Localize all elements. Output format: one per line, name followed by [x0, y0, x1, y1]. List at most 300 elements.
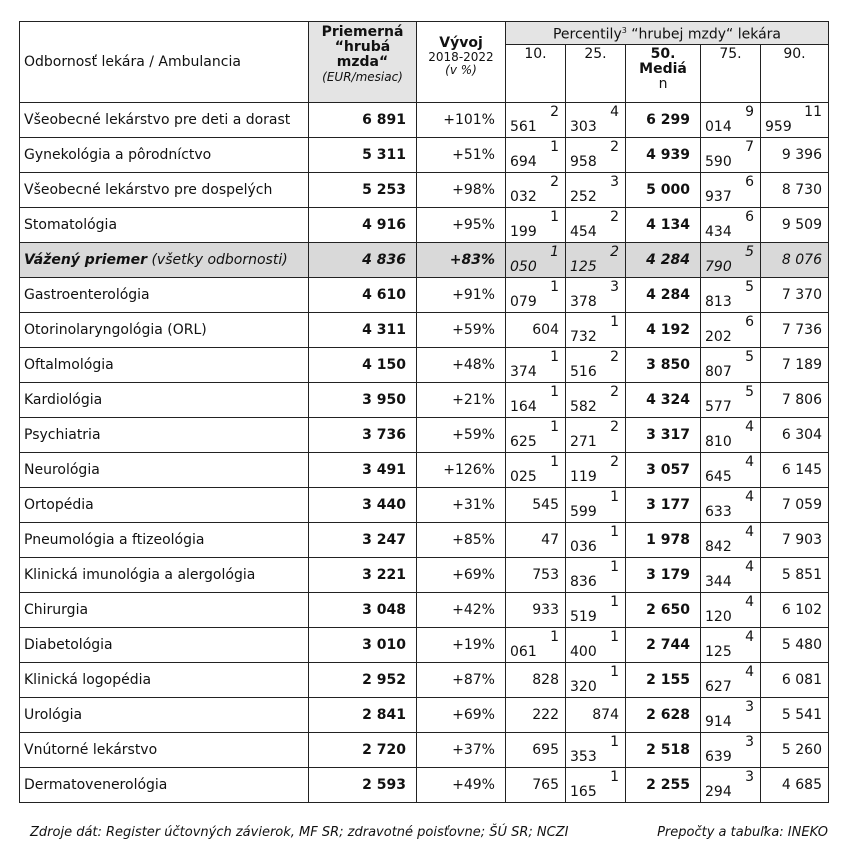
- weighted-average-row: [20, 243, 829, 278]
- value-line-2: 6 304: [781, 426, 822, 443]
- change-cell: +37%: [417, 733, 506, 768]
- table-row: [20, 558, 829, 593]
- percentile-75-cell: [701, 313, 761, 348]
- value-line-2: 6 102: [781, 601, 822, 618]
- percentile-10-cell: [506, 313, 566, 348]
- percentile-25-cell: [566, 453, 626, 488]
- value-line-2: 025: [510, 469, 537, 485]
- specialty-name: Vnútorné lekárstvo: [24, 741, 158, 758]
- specialty-cell: [20, 208, 309, 243]
- percentile-50-cell: 2 628: [626, 698, 701, 733]
- percentile-90-cell: [761, 418, 829, 453]
- value-line-2: 378: [570, 294, 597, 310]
- change-cell: +42%: [417, 593, 506, 628]
- percentile-50-cell: 2 650: [626, 593, 701, 628]
- percentile-50-cell: 2 518: [626, 733, 701, 768]
- percentile-90-cell: [761, 278, 829, 313]
- percentile-75-cell: [701, 698, 761, 733]
- change-cell: +83%: [417, 243, 506, 278]
- change-cell: +69%: [417, 698, 506, 733]
- value-line-2: 320: [570, 679, 597, 695]
- value-line-2: 434: [705, 224, 732, 240]
- percentile-90-cell: [761, 138, 829, 173]
- percentile-10-cell: [506, 663, 566, 698]
- value-line-2: 807: [705, 364, 732, 380]
- percentile-10-cell: [506, 453, 566, 488]
- header-avg-line3: mzda“: [336, 54, 389, 70]
- value-line-2: 5 260: [781, 741, 822, 758]
- percentile-90-cell: [761, 733, 829, 768]
- table-row: [20, 698, 829, 733]
- percentile-75-cell: [701, 488, 761, 523]
- percentile-75-cell: [701, 558, 761, 593]
- percentile-10-cell: [506, 278, 566, 313]
- percentile-75-cell: [701, 628, 761, 663]
- table-row: [20, 488, 829, 523]
- value-line-2: 933: [532, 601, 559, 618]
- value-line-1: 1: [550, 384, 559, 400]
- average-wage-cell: 3 440: [309, 488, 417, 523]
- percentile-50-cell: 2 744: [626, 628, 701, 663]
- change-cell: +95%: [417, 208, 506, 243]
- change-cell: +101%: [417, 103, 506, 138]
- value-line-2: 9 396: [781, 146, 822, 163]
- percentile-10-cell: [506, 733, 566, 768]
- specialty-name: Všeobecné lekárstvo pre dospelých: [24, 181, 273, 198]
- percentile-90-cell: [761, 313, 829, 348]
- specialty-name: Psychiatria: [24, 426, 101, 443]
- value-line-2: 625: [510, 434, 537, 450]
- value-line-1: 1: [610, 594, 619, 610]
- change-cell: +48%: [417, 348, 506, 383]
- value-line-2: 5 541: [781, 706, 822, 723]
- average-wage-cell: 3 736: [309, 418, 417, 453]
- footer-sources: Zdroje dát: Register účtovných závierok, MF SR; zdravotné poisťovne; ŠÚ SR; NCZI: [30, 825, 569, 840]
- average-wage-cell: 4 150: [309, 348, 417, 383]
- value-line-2: 079: [510, 294, 537, 310]
- percentile-25-cell: [566, 558, 626, 593]
- value-line-1: 2: [610, 454, 619, 470]
- specialty-name: Diabetológia: [24, 636, 113, 653]
- percentile-10-cell: [506, 558, 566, 593]
- specialty-cell: [20, 383, 309, 418]
- change-cell: +51%: [417, 138, 506, 173]
- value-line-1: 1: [550, 629, 559, 645]
- value-line-2: 125: [705, 644, 732, 660]
- percentile-50-cell: 4 192: [626, 313, 701, 348]
- average-wage-cell: 4 311: [309, 313, 417, 348]
- percentile-25-cell: [566, 173, 626, 208]
- specialty-name: Chirurgia: [24, 601, 89, 618]
- header-change-title: Vývoj: [439, 35, 483, 51]
- value-line-1: 7: [745, 139, 754, 155]
- average-wage-cell: 4 836: [309, 243, 417, 278]
- percentile-10-cell: [506, 488, 566, 523]
- change-cell: +59%: [417, 313, 506, 348]
- table-row: [20, 418, 829, 453]
- specialty-cell: [20, 278, 309, 313]
- average-wage-cell: 6 891: [309, 103, 417, 138]
- percentile-10-cell: [506, 173, 566, 208]
- value-line-2: 836: [570, 574, 597, 590]
- value-line-2: 353: [570, 749, 597, 765]
- value-line-1: 4: [745, 664, 754, 680]
- value-line-1: 4: [745, 419, 754, 435]
- value-line-2: 937: [705, 189, 732, 205]
- value-line-2: 874: [592, 706, 619, 723]
- percentile-10-cell: [506, 418, 566, 453]
- percentile-90-cell: [761, 348, 829, 383]
- change-cell: +21%: [417, 383, 506, 418]
- percentile-90-cell: [761, 768, 829, 803]
- average-wage-cell: 2 593: [309, 768, 417, 803]
- value-line-2: 7 370: [781, 286, 822, 303]
- value-line-1: 4: [610, 104, 619, 120]
- value-line-2: 790: [705, 259, 732, 275]
- specialty-name: Otorinolaryngológia (ORL): [24, 321, 207, 338]
- value-line-2: 695: [532, 741, 559, 758]
- specialty-cell: [20, 173, 309, 208]
- percentile-10-cell: [506, 138, 566, 173]
- value-line-2: 4 685: [781, 776, 822, 793]
- percentile-90-cell: [761, 173, 829, 208]
- header-average-wage: [309, 22, 417, 103]
- header-change-unit: (v %): [445, 63, 477, 77]
- table-row: [20, 173, 829, 208]
- percentile-10-cell: [506, 103, 566, 138]
- header-percentiles-footnote: 3: [621, 26, 627, 36]
- specialty-name: Neurológia: [24, 461, 100, 478]
- value-line-1: 2: [550, 174, 559, 190]
- percentile-75-cell: [701, 383, 761, 418]
- percentile-75-cell: [701, 103, 761, 138]
- value-line-2: 125: [570, 259, 597, 275]
- percentile-10-cell: [506, 698, 566, 733]
- value-line-1: 4: [745, 559, 754, 575]
- value-line-1: 3: [745, 734, 754, 750]
- value-line-1: 2: [610, 139, 619, 155]
- specialty-name: Kardiológia: [24, 391, 103, 408]
- percentile-10-cell: [506, 383, 566, 418]
- table-row: [20, 103, 829, 138]
- value-line-2: 252: [570, 189, 597, 205]
- value-line-2: 8 076: [781, 251, 822, 268]
- percentile-25-cell: [566, 523, 626, 558]
- value-line-2: 032: [510, 189, 537, 205]
- value-line-1: 6: [745, 314, 754, 330]
- percentile-10-cell: [506, 243, 566, 278]
- percentile-90-cell: [761, 628, 829, 663]
- value-line-2: 516: [570, 364, 597, 380]
- specialty-cell: [20, 733, 309, 768]
- percentile-25-cell: [566, 628, 626, 663]
- value-line-2: 202: [705, 329, 732, 345]
- value-line-1: 1: [610, 664, 619, 680]
- average-wage-cell: 5 311: [309, 138, 417, 173]
- value-line-2: 694: [510, 154, 537, 170]
- value-line-1: 1: [610, 489, 619, 505]
- value-line-2: 061: [510, 644, 537, 660]
- specialty-cell: [20, 628, 309, 663]
- value-line-1: 5: [745, 349, 754, 365]
- header-avg-line2: “hrubá: [334, 39, 391, 55]
- header-change-period: 2018-2022: [428, 50, 494, 64]
- specialty-name: Gynekológia a pôrodníctvo: [24, 146, 212, 163]
- value-line-2: 9 509: [781, 216, 822, 233]
- value-line-1: 1: [610, 559, 619, 575]
- value-line-2: 374: [510, 364, 537, 380]
- value-line-2: 165: [570, 784, 597, 800]
- value-line-1: 1: [550, 454, 559, 470]
- value-line-2: 222: [532, 706, 559, 723]
- average-wage-cell: 4 610: [309, 278, 417, 313]
- specialty-cell: [20, 558, 309, 593]
- percentile-90-cell: [761, 698, 829, 733]
- percentile-50-cell: 3 850: [626, 348, 701, 383]
- percentile-75-cell: [701, 663, 761, 698]
- percentile-25-cell: [566, 243, 626, 278]
- specialty-name: Stomatológia: [24, 216, 118, 233]
- table-row: [20, 313, 829, 348]
- specialty-cell: [20, 103, 309, 138]
- percentile-25-cell: [566, 593, 626, 628]
- specialty-cell: [20, 453, 309, 488]
- header-percentiles: [506, 22, 829, 45]
- percentile-90-cell: [761, 558, 829, 593]
- header-p50-number: 50.: [650, 46, 676, 62]
- percentile-50-cell: 3 179: [626, 558, 701, 593]
- percentile-75-cell: [701, 418, 761, 453]
- value-line-1: 4: [745, 629, 754, 645]
- value-line-1: 4: [745, 594, 754, 610]
- percentile-90-cell: [761, 663, 829, 698]
- table-row: [20, 593, 829, 628]
- average-wage-cell: 3 247: [309, 523, 417, 558]
- value-line-2: 271: [570, 434, 597, 450]
- percentile-25-cell: [566, 488, 626, 523]
- specialty-cell: [20, 243, 309, 278]
- percentile-75-cell: [701, 208, 761, 243]
- change-cell: +31%: [417, 488, 506, 523]
- value-line-2: 599: [570, 504, 597, 520]
- specialty-name: Všeobecné lekárstvo pre deti a dorast: [24, 111, 291, 128]
- percentile-90-cell: [761, 523, 829, 558]
- value-line-1: 2: [610, 384, 619, 400]
- value-line-2: 7 059: [781, 496, 822, 513]
- percentile-25-cell: [566, 418, 626, 453]
- table-row: [20, 208, 829, 243]
- value-line-1: 2: [610, 349, 619, 365]
- value-line-2: 014: [705, 119, 732, 135]
- value-line-1: 1: [550, 139, 559, 155]
- average-wage-cell: 4 916: [309, 208, 417, 243]
- percentile-50-cell: 3 057: [626, 453, 701, 488]
- value-line-1: 2: [610, 419, 619, 435]
- percentile-10-cell: [506, 628, 566, 663]
- percentile-10-cell: [506, 768, 566, 803]
- percentile-50-cell: 4 324: [626, 383, 701, 418]
- change-cell: +85%: [417, 523, 506, 558]
- table-row: [20, 383, 829, 418]
- value-line-1: 6: [745, 174, 754, 190]
- value-line-1: 4: [745, 454, 754, 470]
- percentile-50-cell: 4 284: [626, 243, 701, 278]
- percentile-75-cell: [701, 348, 761, 383]
- header-p10: 10.: [506, 45, 566, 103]
- value-line-2: 7 806: [781, 391, 822, 408]
- value-line-1: 1: [550, 209, 559, 225]
- percentile-90-cell: [761, 488, 829, 523]
- change-cell: +87%: [417, 663, 506, 698]
- value-line-2: 303: [570, 119, 597, 135]
- specialty-cell: [20, 593, 309, 628]
- specialty-name: (všetky odbornosti): [147, 251, 288, 268]
- percentile-50-cell: 1 978: [626, 523, 701, 558]
- average-wage-cell: 5 253: [309, 173, 417, 208]
- average-wage-cell: 3 048: [309, 593, 417, 628]
- percentile-25-cell: [566, 138, 626, 173]
- percentile-50-cell: 3 317: [626, 418, 701, 453]
- value-line-1: 11: [804, 104, 822, 120]
- table-row: [20, 523, 829, 558]
- value-line-2: 294: [705, 784, 732, 800]
- percentile-25-cell: [566, 663, 626, 698]
- value-line-2: 119: [570, 469, 597, 485]
- average-wage-cell: 2 841: [309, 698, 417, 733]
- percentile-90-cell: [761, 208, 829, 243]
- specialty-name: Klinická logopédia: [24, 671, 152, 688]
- change-cell: +49%: [417, 768, 506, 803]
- percentile-25-cell: [566, 313, 626, 348]
- change-cell: +69%: [417, 558, 506, 593]
- value-line-2: 561: [510, 119, 537, 135]
- value-line-1: 4: [745, 489, 754, 505]
- weighted-average-label: Vážený priemer: [24, 251, 148, 268]
- percentile-10-cell: [506, 593, 566, 628]
- value-line-2: 765: [532, 776, 559, 793]
- value-line-1: 1: [550, 279, 559, 295]
- value-line-2: 577: [705, 399, 732, 415]
- change-cell: +59%: [417, 418, 506, 453]
- specialty-cell: [20, 523, 309, 558]
- value-line-2: 959: [765, 119, 792, 135]
- footer-credit: Prepočty a tabuľka: INEKO: [657, 825, 828, 840]
- value-line-2: 604: [532, 321, 559, 338]
- average-wage-cell: 3 010: [309, 628, 417, 663]
- value-line-1: 9: [745, 104, 754, 120]
- value-line-2: 627: [705, 679, 732, 695]
- change-cell: +91%: [417, 278, 506, 313]
- specialty-name: Urológia: [24, 706, 83, 723]
- percentile-50-cell: 2 155: [626, 663, 701, 698]
- value-line-2: 7 189: [781, 356, 822, 373]
- value-line-1: 1: [550, 349, 559, 365]
- value-line-2: 813: [705, 294, 732, 310]
- percentile-50-cell: 6 299: [626, 103, 701, 138]
- value-line-2: 914: [705, 714, 732, 730]
- header-avg-line1: Priemerná: [321, 24, 404, 40]
- value-line-2: 036: [570, 539, 597, 555]
- value-line-1: 2: [610, 244, 619, 260]
- footer: [30, 825, 828, 840]
- specialty-cell: [20, 768, 309, 803]
- value-line-2: 645: [705, 469, 732, 485]
- change-cell: +19%: [417, 628, 506, 663]
- value-line-2: 6 145: [781, 461, 822, 478]
- percentile-75-cell: [701, 243, 761, 278]
- value-line-2: 199: [510, 224, 537, 240]
- header-p90: 90.: [761, 45, 829, 103]
- specialty-name: Ortopédia: [24, 496, 94, 513]
- specialty-cell: [20, 138, 309, 173]
- value-line-1: 3: [610, 279, 619, 295]
- percentile-10-cell: [506, 523, 566, 558]
- percentile-25-cell: [566, 733, 626, 768]
- percentile-25-cell: [566, 348, 626, 383]
- header-specialty: [20, 22, 309, 103]
- percentile-75-cell: [701, 593, 761, 628]
- value-line-2: 6 081: [781, 671, 822, 688]
- specialty-cell: [20, 348, 309, 383]
- percentile-10-cell: [506, 208, 566, 243]
- specialty-name: Klinická imunológia a alergológia: [24, 566, 256, 583]
- percentile-25-cell: [566, 383, 626, 418]
- value-line-2: 639: [705, 749, 732, 765]
- percentile-50-cell: 4 134: [626, 208, 701, 243]
- percentile-90-cell: [761, 243, 829, 278]
- percentile-75-cell: [701, 523, 761, 558]
- value-line-1: 3: [745, 699, 754, 715]
- value-line-2: 590: [705, 154, 732, 170]
- specialty-name: Gastroenterológia: [24, 286, 150, 303]
- value-line-2: 582: [570, 399, 597, 415]
- value-line-1: 4: [745, 524, 754, 540]
- percentile-75-cell: [701, 173, 761, 208]
- percentile-75-cell: [701, 138, 761, 173]
- percentile-75-cell: [701, 453, 761, 488]
- value-line-1: 1: [610, 769, 619, 785]
- table-row: [20, 628, 829, 663]
- value-line-1: 1: [550, 244, 559, 260]
- value-line-2: 47: [541, 531, 559, 548]
- percentile-25-cell: [566, 278, 626, 313]
- value-line-2: 545: [532, 496, 559, 513]
- value-line-1: 2: [610, 209, 619, 225]
- average-wage-cell: 3 221: [309, 558, 417, 593]
- value-line-1: 1: [610, 629, 619, 645]
- specialty-name: Dermatovenerológia: [24, 776, 168, 793]
- percentile-75-cell: [701, 733, 761, 768]
- table-row: [20, 453, 829, 488]
- value-line-2: 454: [570, 224, 597, 240]
- percentile-50-cell: 3 177: [626, 488, 701, 523]
- percentile-90-cell: [761, 453, 829, 488]
- percentile-25-cell: [566, 698, 626, 733]
- percentile-25-cell: [566, 103, 626, 138]
- average-wage-cell: 3 491: [309, 453, 417, 488]
- header-percentiles-title-b: “hrubej mzdy“ lekára: [626, 26, 782, 43]
- header-p50: [626, 45, 701, 103]
- percentile-50-cell: 4 284: [626, 278, 701, 313]
- table-row: [20, 663, 829, 698]
- value-line-1: 1: [610, 524, 619, 540]
- average-wage-cell: 2 952: [309, 663, 417, 698]
- value-line-2: 050: [510, 259, 537, 275]
- specialty-cell: [20, 418, 309, 453]
- header-change: [417, 22, 506, 103]
- table-row: [20, 138, 829, 173]
- value-line-2: 164: [510, 399, 537, 415]
